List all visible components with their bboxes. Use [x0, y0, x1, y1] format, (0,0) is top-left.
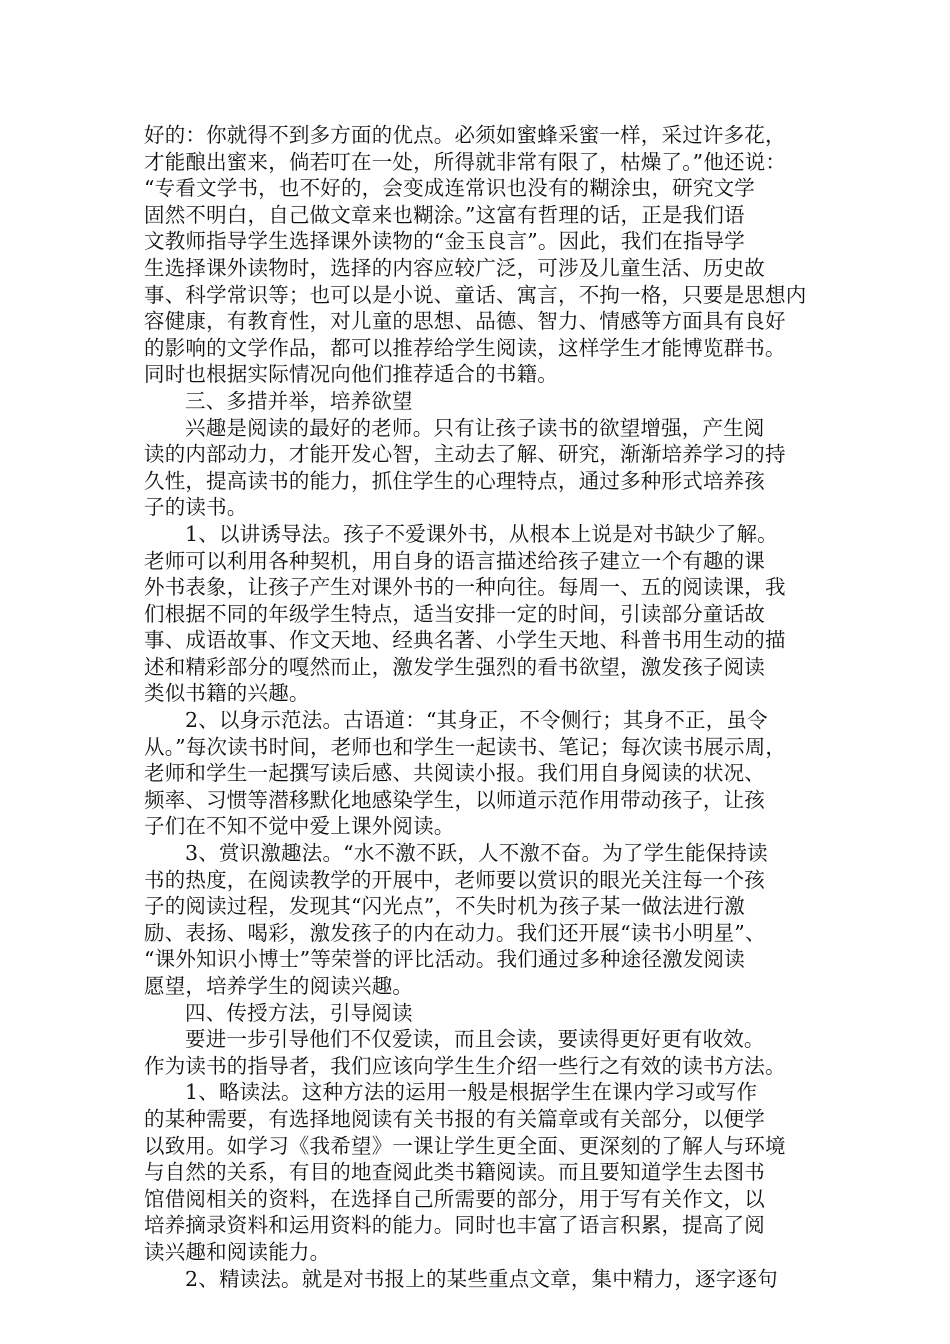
- document-page: [144, 122, 816, 1292]
- text-line: 培养摘录资料和运用资料的能力。同时也丰富了语言积累，提高了阅: [144, 1213, 765, 1238]
- text-line: 读的内部动力，才能开发心智，主动去了解、研究，渐渐培养学习的持: [144, 442, 786, 467]
- text-line: 久性，提高读书的能力，抓住学生的心理特点，通过多种形式培养孩: [144, 468, 765, 493]
- text-line: 老师和学生一起撰写读后感、共阅读小报。我们用自身阅读的状况、: [144, 761, 765, 786]
- text-line: 容健康，有教育性，对儿童的思想、品德、智力、情感等方面具有良好: [144, 309, 786, 334]
- text-line: 3、赏识激趣法。“水不激不跃，人不激不奋。为了学生能保持读: [185, 841, 768, 866]
- text-line: 书的热度，在阅读教学的开展中，老师要以赏识的眼光关注每一个孩: [144, 867, 765, 892]
- text-line: 读兴趣和阅读能力。: [144, 1239, 331, 1264]
- text-line: 2、精读法。就是对书报上的某些重点文章，集中精力，逐字逐句: [185, 1266, 778, 1291]
- text-line: “课外知识小博士”等荣誉的评比活动。我们通过多种途径激发阅读: [144, 947, 745, 972]
- text-line: 1、以讲诱导法。孩子不爱课外书，从根本上说是对书缺少了解。: [185, 521, 778, 546]
- text-line: 文教师指导学生选择课外读物的“金玉良言”。因此，我们在指导学: [144, 229, 745, 254]
- text-line: 述和精彩部分的嘎然而止，激发学生强烈的看书欲望，激发孩子阅读: [144, 654, 765, 679]
- text-line: 频率、习惯等潜移默化地感染学生，以师道示范作用带动孩子，让孩: [144, 787, 765, 812]
- text-line: 以致用。如学习《我希望》一课让学生更全面、更深刻的了解人与环境: [144, 1133, 786, 1158]
- text-line: 同时也根据实际情况向他们推荐适合的书籍。: [144, 362, 558, 387]
- text-line: 1、略读法。这种方法的运用一般是根据学生在课内学习或写作: [185, 1080, 758, 1105]
- text-line: 子的阅读过程，发现其“闪光点”，不失时机为孩子某一做法进行激: [144, 894, 745, 919]
- text-line: 与自然的关系，有目的地查阅此类书籍阅读。而且要知道学生去图书: [144, 1160, 765, 1185]
- text-line: 才能酿出蜜来，倘若叮在一处，所得就非常有限了，枯燥了。”他还说：: [144, 149, 787, 174]
- text-line: 子的读书。: [144, 495, 248, 520]
- text-line: 要进一步引导他们不仅爱读，而且会读，要读得更好更有收效。: [185, 1027, 765, 1052]
- text-line: 的某种需要，有选择地阅读有关书报的有关篇章或有关部分，以便学: [144, 1106, 765, 1131]
- text-line: 事、科学常识等；也可以是小说、童话、寓言，不拘一格，只要是思想内: [144, 282, 807, 307]
- text-line: 作为读书的指导者，我们应该向学生生介绍一些行之有效的读书方法。: [144, 1053, 786, 1078]
- text-line: 四、传授方法，引导阅读: [185, 1000, 413, 1025]
- text-line: 外书表象，让孩子产生对课外书的一种向往。每周一、五的阅读课，我: [144, 575, 786, 600]
- text-line: 生选择课外读物时，选择的内容应较广泛，可涉及儿童生活、历史故: [144, 255, 765, 280]
- text-line: “专看文学书，也不好的，会变成连常识也没有的糊涂虫，研究文学: [144, 176, 755, 201]
- text-line: 愿望，培养学生的阅读兴趣。: [144, 974, 414, 998]
- text-line: 馆借阅相关的资料，在选择自己所需要的部分，用于写有关作文，以: [144, 1186, 765, 1211]
- text-line: 事、成语故事、作文天地、经典名著、小学生天地、科普书用生动的描: [144, 628, 786, 653]
- text-line: 的影响的文学作品，都可以推荐给学生阅读，这样学生才能博览群书。: [144, 335, 786, 360]
- text-line: 三、多措并举，培养欲望: [185, 388, 413, 413]
- text-line: 2、以身示范法。古语道：“其身正，不令侧行；其身不正，虽令: [185, 708, 768, 733]
- text-line: 兴趣是阅读的最好的老师。只有让孩子读书的欲望增强，产生阅: [185, 415, 765, 440]
- text-line: 固然不明白，自己做文章来也糊涂。”这富有哲理的话，正是我们语: [144, 202, 745, 227]
- text-line: 励、表扬、喝彩，激发孩子的内在动力。我们还开展“读书小明星”、: [144, 920, 766, 945]
- text-line: 子们在不知不觉中爱上课外阅读。: [144, 814, 455, 839]
- text-line: 好的：你就得不到多方面的优点。必须如蜜蜂采蜜一样，采过许多花，: [144, 123, 786, 147]
- text-line: 从。”每次读书时间，老师也和学生一起读书、笔记；每次读书展示周，: [144, 734, 787, 759]
- text-line: 类似书籍的兴趣。: [144, 681, 310, 706]
- text-line: 老师可以利用各种契机，用自身的语言描述给孩子建立一个有趣的课: [144, 548, 765, 573]
- text-line: 们根据不同的年级学生特点，适当安排一定的时间，引读部分童话故: [144, 601, 765, 626]
